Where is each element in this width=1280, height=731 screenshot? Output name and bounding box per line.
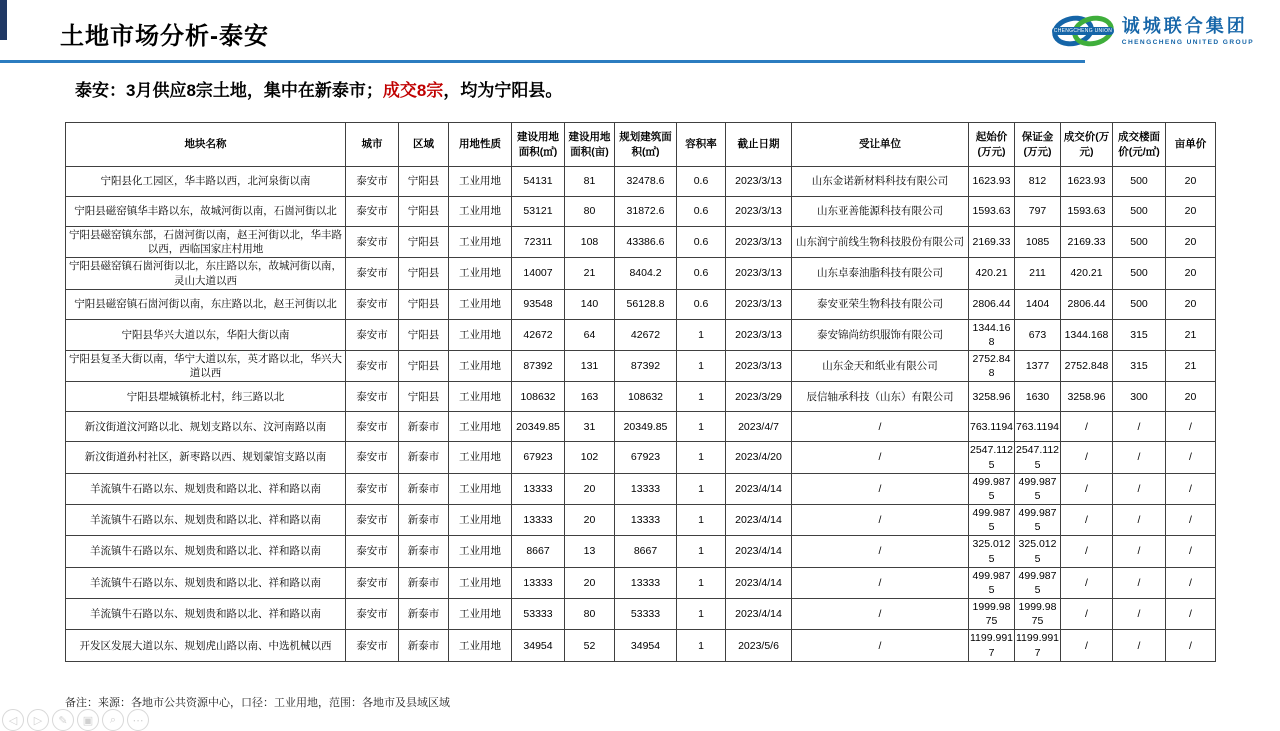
table-cell: 工业用地 [449,258,512,289]
table-cell: 8404.2 [615,258,677,289]
table-cell: 泰安市 [346,505,399,536]
table-cell: 羊流镇牛石路以东、规划贵和路以北、祥和路以南 [66,567,346,598]
table-cell: 13333 [615,505,677,536]
table-cell: 2023/4/14 [726,536,792,567]
table-cell: 2023/4/7 [726,412,792,442]
table-cell: 2023/3/13 [726,319,792,350]
table-cell: 0.6 [677,258,726,289]
table-cell: 1 [677,351,726,382]
table-cell: 山东卓泰油脂科技有限公司 [792,258,969,289]
table-cell: 13333 [512,473,565,504]
table-cell: 1 [677,536,726,567]
table-cell: 21 [565,258,615,289]
table-cell: 1404 [1015,289,1061,319]
table-cell: 宁阳县堽城镇桥北村，纬三路以北 [66,382,346,412]
table-cell: 1623.93 [969,167,1015,197]
table-cell: 300 [1113,382,1166,412]
table-cell: 宁阳县复圣大街以南，华宁大道以东，英才路以北，华兴大道以西 [66,351,346,382]
table-cell: 辰信轴承科技（山东）有限公司 [792,382,969,412]
table-cell: 羊流镇牛石路以东、规划贵和路以北、祥和路以南 [66,599,346,630]
table-cell: 新汶街道孙村社区，新枣路以西、规划蒙馆支路以南 [66,442,346,473]
table-cell: 宁阳县 [399,351,449,382]
table-cell: 500 [1113,167,1166,197]
table-cell: 797 [1015,197,1061,227]
table-cell: 325.0125 [1015,536,1061,567]
column-header: 起始价(万元) [969,123,1015,167]
table-cell: 工业用地 [449,473,512,504]
table-cell: 42672 [615,319,677,350]
table-cell: 1199.9917 [969,630,1015,661]
table-cell: 1 [677,505,726,536]
table-cell: 2752.848 [969,351,1015,382]
table-cell: 工业用地 [449,599,512,630]
summary-highlight: 成交8宗 [382,81,444,100]
table-cell: 500 [1113,258,1166,289]
table-cell: 67923 [615,442,677,473]
table-row [66,442,1216,473]
table-cell: 新泰市 [399,599,449,630]
column-header: 城市 [346,123,399,167]
table-cell: 20 [1166,167,1216,197]
table-cell: 新泰市 [399,412,449,442]
column-header: 用地性质 [449,123,512,167]
table-cell: 13333 [512,505,565,536]
table-cell: / [1166,505,1216,536]
table-cell: 2023/3/13 [726,167,792,197]
table-cell: 1 [677,630,726,661]
table-cell: 工业用地 [449,567,512,598]
table-cell: 工业用地 [449,227,512,258]
table-cell: 宁阳县 [399,167,449,197]
table-cell: 499.9875 [1015,473,1061,504]
column-header: 建设用地面积(亩) [565,123,615,167]
table-cell: 499.9875 [969,473,1015,504]
table-cell: 2547.1125 [969,442,1015,473]
table-cell: 宁阳县 [399,319,449,350]
table-cell: / [1061,536,1113,567]
table-cell: 1085 [1015,227,1061,258]
table-cell: 1 [677,442,726,473]
table-cell: 2752.848 [1061,351,1113,382]
table-cell: 13333 [615,473,677,504]
column-header: 受让单位 [792,123,969,167]
table-cell: 新泰市 [399,442,449,473]
table-cell: / [1166,473,1216,504]
zoom-icon[interactable]: ⌕ [102,709,124,731]
table-cell: 0.6 [677,197,726,227]
table-cell: 53333 [512,599,565,630]
logo-text [1122,17,1254,46]
table-cell: 315 [1113,351,1166,382]
more-icon[interactable]: ⋯ [127,709,149,731]
table-cell: 2023/3/13 [726,351,792,382]
table-cell: 1630 [1015,382,1061,412]
table-cell: 泰安锦尚纺织服饰有限公司 [792,319,969,350]
table-cell: 0.6 [677,289,726,319]
pen-icon[interactable]: ✎ [52,709,74,731]
table-row [66,599,1216,630]
table-cell: 泰安市 [346,319,399,350]
column-header: 规划建筑面积(㎡) [615,123,677,167]
table-cell: / [1061,567,1113,598]
table-cell: 1344.168 [1061,319,1113,350]
table-cell: / [1166,567,1216,598]
table-cell: 31872.6 [615,197,677,227]
table-cell: 泰安市 [346,197,399,227]
table-cell: / [1166,599,1216,630]
table-cell: 20 [1166,382,1216,412]
table-cell: 3258.96 [1061,382,1113,412]
table-cell: 20 [565,567,615,598]
table-cell: / [1061,412,1113,442]
table-cell: 泰安市 [346,289,399,319]
table-cell: 67923 [512,442,565,473]
slides-panel-icon[interactable]: ▣ [77,709,99,731]
table-cell: 812 [1015,167,1061,197]
table-cell: / [1061,505,1113,536]
table-cell: 宁阳县磁窑镇石崮河街以南，东庄路以北，赵王河街以北 [66,289,346,319]
logo-badge-text: CHENGCHENG UNION [1053,28,1113,34]
table-cell: 开发区发展大道以东、规划虎山路以南、中选机械以西 [66,630,346,661]
table-cell: 新汶街道汶河路以北、规划支路以东、汶河南路以南 [66,412,346,442]
table-cell: 499.9875 [969,505,1015,536]
table-cell: 工业用地 [449,442,512,473]
table-cell: 羊流镇牛石路以东、规划贵和路以北、祥和路以南 [66,473,346,504]
table-cell: 500 [1113,197,1166,227]
table-cell: 工业用地 [449,505,512,536]
table-cell: / [792,599,969,630]
table-cell: / [1113,473,1166,504]
column-header: 地块名称 [66,123,346,167]
table-cell: 1623.93 [1061,167,1113,197]
table-cell: 54131 [512,167,565,197]
table-cell: 500 [1113,289,1166,319]
table-cell: 0.6 [677,167,726,197]
table-cell: 工业用地 [449,382,512,412]
title-underline [0,60,1085,63]
table-cell: / [1113,567,1166,598]
table-cell: 泰安亚荣生物科技有限公司 [792,289,969,319]
summary-suffix: ，均为宁阳县。 [443,81,563,100]
table-cell: 2169.33 [969,227,1015,258]
table-cell: 工业用地 [449,536,512,567]
table-cell: 2806.44 [1061,289,1113,319]
table-cell: 1 [677,319,726,350]
table-cell: / [1061,599,1113,630]
table-cell: 1593.63 [969,197,1015,227]
table-cell: 420.21 [1061,258,1113,289]
table-cell: 泰安市 [346,351,399,382]
column-header: 保证金(万元) [1015,123,1061,167]
table-cell: 山东金天和纸业有限公司 [792,351,969,382]
table-cell: 泰安市 [346,630,399,661]
table-cell: 72311 [512,227,565,258]
table-cell: 工业用地 [449,289,512,319]
table-cell: 工业用地 [449,412,512,442]
table-cell: 宁阳县化工园区，华丰路以西，北河泉街以南 [66,167,346,197]
table-cell: 2023/3/13 [726,289,792,319]
table-row [66,567,1216,598]
table-cell: 420.21 [969,258,1015,289]
logo-name-cn: 诚城联合集团 [1121,16,1248,37]
table-cell: 宁阳县华兴大道以东，华阳大街以南 [66,319,346,350]
table-cell: 泰安市 [346,442,399,473]
table-cell: 2023/5/6 [726,630,792,661]
table-cell: 宁阳县 [399,197,449,227]
table-cell: 工业用地 [449,167,512,197]
table-cell: 羊流镇牛石路以东、规划贵和路以北、祥和路以南 [66,505,346,536]
table-cell: 8667 [512,536,565,567]
table-row [66,167,1216,197]
table-cell: 20349.85 [615,412,677,442]
table-cell: 1999.9875 [1015,599,1061,630]
table-cell: 宁阳县 [399,382,449,412]
page-title: 土地市场分析-泰安 [60,23,269,50]
table-cell: 3258.96 [969,382,1015,412]
table-cell: 13333 [512,567,565,598]
table-cell: 泰安市 [346,227,399,258]
table-cell: / [1113,412,1166,442]
table-cell: 泰安市 [346,382,399,412]
presentation-controls [2,709,149,731]
table-cell: / [1113,536,1166,567]
table-cell: 14007 [512,258,565,289]
footnote: 备注：来源：各地市公共资源中心，口径：工业用地，范围：各地市及县域区域 [65,697,450,709]
table-cell: 31 [565,412,615,442]
table-cell: 2023/4/20 [726,442,792,473]
table-cell: / [1061,630,1113,661]
table-cell: 52 [565,630,615,661]
table-cell: / [1113,630,1166,661]
table-cell: / [1113,505,1166,536]
table-row [66,289,1216,319]
table-cell: 56128.8 [615,289,677,319]
table-cell: / [1061,442,1113,473]
table-cell: 673 [1015,319,1061,350]
table-cell: 108 [565,227,615,258]
table-cell: 81 [565,167,615,197]
table-cell: 42672 [512,319,565,350]
table-cell: 499.9875 [969,567,1015,598]
table-cell: 325.0125 [969,536,1015,567]
table-cell: 泰安市 [346,473,399,504]
table-cell: 80 [565,197,615,227]
summary-prefix: 泰安：3月供应8宗土地，集中在新泰市； [75,81,383,100]
table-cell: 763.1194 [969,412,1015,442]
next-slide-icon[interactable]: ▷ [27,709,49,731]
prev-slide-icon[interactable]: ◁ [2,709,24,731]
table-cell: 34954 [615,630,677,661]
table-cell: 1593.63 [1061,197,1113,227]
table-cell: 211 [1015,258,1061,289]
table-cell: 315 [1113,319,1166,350]
table-cell: 泰安市 [346,599,399,630]
table-cell: 宁阳县 [399,258,449,289]
table-cell: / [1166,536,1216,567]
table-cell: 21 [1166,319,1216,350]
table-row [66,536,1216,567]
column-header: 成交价(万元) [1061,123,1113,167]
table-cell: 32478.6 [615,167,677,197]
table-cell: 21 [1166,351,1216,382]
table-row [66,630,1216,661]
table-row [66,412,1216,442]
table-cell: 131 [565,351,615,382]
table-cell: 0.6 [677,227,726,258]
table-cell: 2023/4/14 [726,567,792,598]
table-cell: 新泰市 [399,536,449,567]
table-cell: 2023/3/13 [726,227,792,258]
table-row [66,227,1216,258]
table-cell: 20349.85 [512,412,565,442]
logo-rings-icon [1052,12,1116,52]
table-cell: / [792,505,969,536]
table-cell: 53121 [512,197,565,227]
land-table [65,122,1216,662]
column-header: 区域 [399,123,449,167]
column-header: 成交楼面价(元/㎡) [1113,123,1166,167]
table-cell: 53333 [615,599,677,630]
table-cell: 2169.33 [1061,227,1113,258]
table-cell: / [792,473,969,504]
table-cell: 宁阳县磁窑镇华丰路以东，故城河街以南，石崮河街以北 [66,197,346,227]
column-header: 建设用地面积(㎡) [512,123,565,167]
column-header: 容积率 [677,123,726,167]
table-cell: 1 [677,473,726,504]
table-cell: 山东润宁前线生物科技股份有限公司 [792,227,969,258]
table-header-row [66,123,1216,167]
table-cell: 499.9875 [1015,567,1061,598]
table-cell: 泰安市 [346,258,399,289]
table-cell: 2023/4/14 [726,505,792,536]
table-cell: 1 [677,382,726,412]
table-cell: 108632 [615,382,677,412]
table-cell: / [1113,599,1166,630]
table-row [66,258,1216,289]
table-cell: 1 [677,412,726,442]
table-cell: 20 [1166,258,1216,289]
table-row [66,351,1216,382]
table-cell: 宁阳县磁窑镇东部，石崮河街以南，赵王河街以北，华丰路以西，西临国家庄村用地 [66,227,346,258]
table-cell: / [792,536,969,567]
table-cell: 宁阳县 [399,227,449,258]
table-cell: 8667 [615,536,677,567]
land-table-container [65,122,1215,662]
table-cell: 泰安市 [346,167,399,197]
title-accent-bar [0,0,7,40]
table-cell: 泰安市 [346,412,399,442]
table-cell: 工业用地 [449,319,512,350]
column-header: 亩单价 [1166,123,1216,167]
table-cell: 20 [1166,227,1216,258]
slide-summary [75,76,562,101]
table-cell: 工业用地 [449,630,512,661]
table-cell: / [1166,412,1216,442]
table-cell: / [1166,630,1216,661]
table-cell: 20 [1166,289,1216,319]
table-cell: 2023/4/14 [726,599,792,630]
table-cell: 20 [1166,197,1216,227]
table-cell: / [1113,442,1166,473]
table-cell: 80 [565,599,615,630]
table-cell: / [792,412,969,442]
table-cell: 工业用地 [449,197,512,227]
table-cell: 2023/3/13 [726,197,792,227]
table-cell: 163 [565,382,615,412]
table-cell: 108632 [512,382,565,412]
table-cell: 87392 [512,351,565,382]
table-cell: 140 [565,289,615,319]
company-logo [1052,12,1254,52]
table-cell: 山东亚善能源科技有限公司 [792,197,969,227]
table-cell: 新泰市 [399,505,449,536]
table-cell: 泰安市 [346,567,399,598]
table-cell: / [792,630,969,661]
table-cell: 87392 [615,351,677,382]
table-cell: 1344.168 [969,319,1015,350]
table-cell: 2806.44 [969,289,1015,319]
table-cell: 泰安市 [346,536,399,567]
table-cell: / [1061,473,1113,504]
table-cell: 新泰市 [399,567,449,598]
table-cell: / [1166,442,1216,473]
table-cell: / [792,442,969,473]
table-cell: 34954 [512,630,565,661]
table-cell: 93548 [512,289,565,319]
table-cell: 1999.9875 [969,599,1015,630]
table-cell: / [792,567,969,598]
table-row [66,197,1216,227]
table-cell: 1199.9917 [1015,630,1061,661]
table-cell: 2023/3/13 [726,258,792,289]
table-row [66,319,1216,350]
table-row [66,473,1216,504]
table-cell: 43386.6 [615,227,677,258]
table-cell: 64 [565,319,615,350]
table-cell: 13333 [615,567,677,598]
column-header: 截止日期 [726,123,792,167]
table-cell: 102 [565,442,615,473]
table-cell: 羊流镇牛石路以东、规划贵和路以北、祥和路以南 [66,536,346,567]
table-cell: 2023/3/29 [726,382,792,412]
table-cell: 763.1194 [1015,412,1061,442]
table-cell: 山东金诺新材料科技有限公司 [792,167,969,197]
table-cell: 500 [1113,227,1166,258]
logo-name-en: CHENGCHENG UNITED GROUP [1121,39,1254,47]
table-cell: 2547.1125 [1015,442,1061,473]
table-cell: 499.9875 [1015,505,1061,536]
table-cell: 宁阳县磁窑镇石崮河街以北，东庄路以东，故城河街以南，灵山大道以西 [66,258,346,289]
table-cell: 20 [565,473,615,504]
table-row [66,382,1216,412]
table-cell: 13 [565,536,615,567]
table-cell: 工业用地 [449,351,512,382]
table-cell: 2023/4/14 [726,473,792,504]
table-row [66,505,1216,536]
table-cell: 1377 [1015,351,1061,382]
table-cell: 新泰市 [399,630,449,661]
table-cell: 宁阳县 [399,289,449,319]
table-cell: 1 [677,567,726,598]
table-cell: 20 [565,505,615,536]
table-cell: 新泰市 [399,473,449,504]
table-cell: 1 [677,599,726,630]
